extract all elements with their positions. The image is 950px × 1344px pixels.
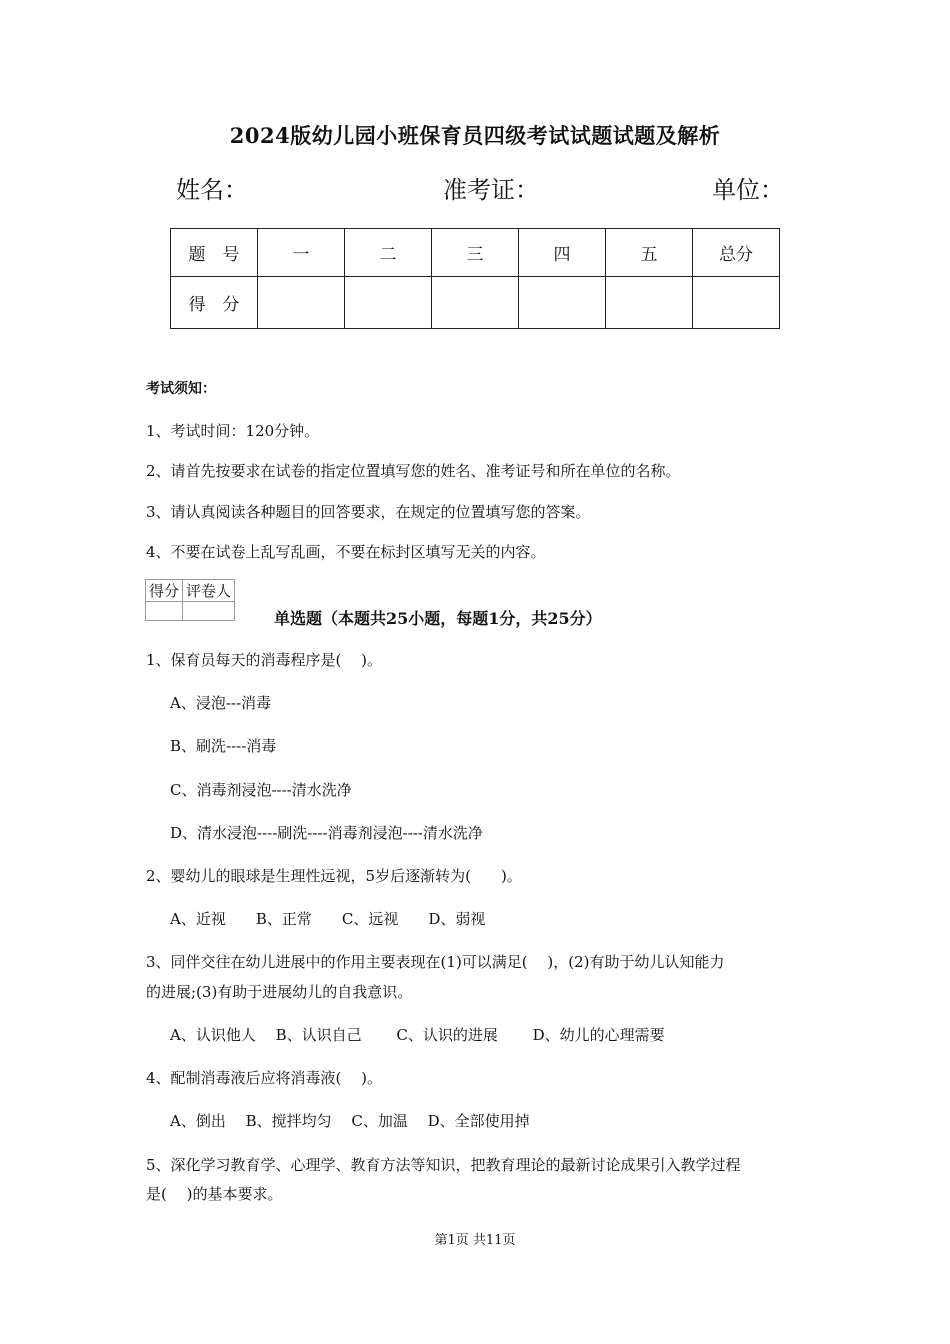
question-5-stem-line1: 5、深化学习教育学、心理学、教育方法等知识，把教育理论的最新讨论成果引入教学过程 <box>146 1156 741 1174</box>
question-3-stem-line1: 3、同伴交往在幼儿进展中的作用主要表现在(1)可以满足( )，(2)有助于幼儿认知能力 <box>146 953 725 971</box>
unit-field-label: 单位： <box>712 176 784 204</box>
notice-item: 4、不要在试卷上乱写乱画，不要在标封区填写无关的内容。 <box>146 543 546 561</box>
document-title: 2024版幼儿园小班保育员四级考试试题试题及解析 <box>229 123 721 148</box>
question-4-stem: 4、配制消毒液后应将消毒液( )。 <box>146 1069 383 1087</box>
score-table-header-cell: 三 <box>432 229 519 277</box>
score-cell <box>345 277 432 329</box>
score-table-header-cell: 二 <box>345 229 432 277</box>
score-table-header-cell: 总分 <box>693 229 780 277</box>
score-table-header-cell: 四 <box>519 229 606 277</box>
section-title: 单选题（本题共25小题，每题1分，共25分） <box>274 609 602 628</box>
score-table-header-cell: 题 号 <box>171 229 258 277</box>
page-footer: 第1页 共11页 <box>434 1233 516 1248</box>
question-5-stem-line2: 是( )的基本要求。 <box>146 1185 283 1203</box>
grader-reviewer-label: 评卷人 <box>183 580 235 602</box>
question-3-stem-line2: 的进展;(3)有助于进展幼儿的自我意识。 <box>146 983 413 1001</box>
question-1-option-d: D、清水浸泡----刷洗----消毒剂浸泡----清水洗净 <box>170 824 483 842</box>
grader-box-header-row <box>146 580 235 602</box>
grader-score-label: 得分 <box>146 580 183 602</box>
question-1-option-c: C、消毒剂浸泡----清水洗净 <box>170 781 352 799</box>
grader-reviewer-cell <box>183 602 235 621</box>
grader-box <box>145 579 235 621</box>
question-4-options: A、倒出 B、搅拌均匀 C、加温 D、全部使用掉 <box>170 1112 530 1130</box>
score-cell <box>432 277 519 329</box>
question-3-options: A、认识他人 B、认识自己 C、认识的进展 D、幼儿的心理需要 <box>170 1026 665 1044</box>
score-table-score-row <box>171 277 780 329</box>
question-1-stem: 1、保育员每天的消毒程序是( )。 <box>146 651 383 669</box>
score-table-header-row <box>171 229 780 277</box>
notice-item: 1、考试时间：120分钟。 <box>146 422 320 440</box>
notice-heading: 考试须知： <box>146 381 216 397</box>
score-cell <box>606 277 693 329</box>
question-1-option-a: A、浸泡---消毒 <box>170 694 272 712</box>
notice-item: 3、请认真阅读各种题目的回答要求，在规定的位置填写您的答案。 <box>146 503 591 521</box>
score-table <box>170 228 780 329</box>
score-cell <box>519 277 606 329</box>
grader-score-cell <box>146 602 183 621</box>
notice-item: 2、请首先按要求在试卷的指定位置填写您的姓名、准考证号和所在单位的名称。 <box>146 462 681 480</box>
question-2-options: A、近视 B、正常 C、远视 D、弱视 <box>170 910 486 928</box>
score-cell <box>693 277 780 329</box>
question-1-option-b: B、刷洗----消毒 <box>170 737 277 755</box>
exam-number-field-label: 准考证： <box>443 176 539 204</box>
score-table-header-cell: 五 <box>606 229 693 277</box>
score-cell <box>258 277 345 329</box>
score-table-header-cell: 一 <box>258 229 345 277</box>
name-field-label: 姓名： <box>176 176 248 204</box>
grader-box-blank-row <box>146 602 235 621</box>
score-row-label: 得 分 <box>171 277 258 329</box>
question-2-stem: 2、婴幼儿的眼球是生理性远视，5岁后逐渐转为( )。 <box>146 867 522 885</box>
